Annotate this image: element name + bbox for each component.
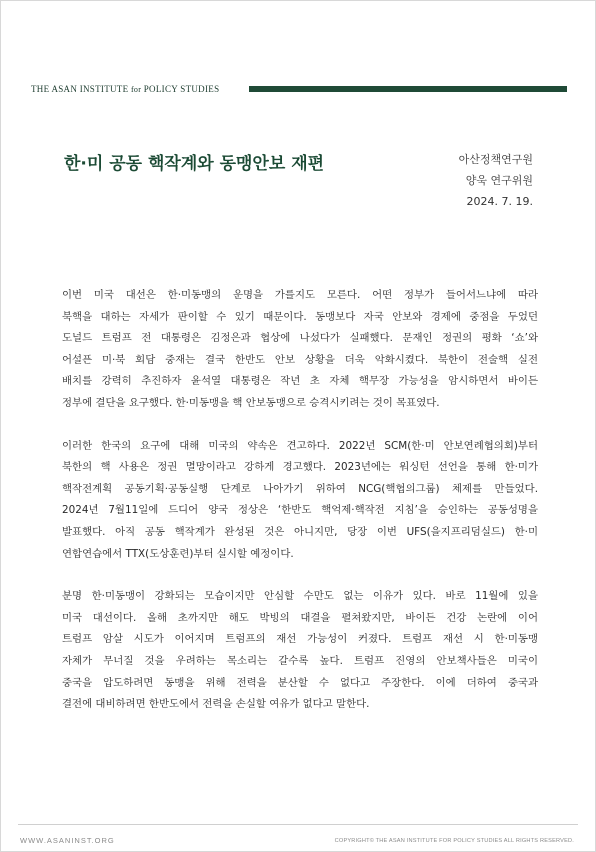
paragraph-3	[62, 586, 538, 716]
paragraph-line: 중국을 압도하려면 동맹을 위해 전력을 분산할 수 없다고 주장한다. 이에 더하여 중국과	[62, 676, 538, 689]
paragraph-line: 도널드 트럼프 전 대통령은 김정은과 협상에 나섰다가 실패했다. 문재인 정권의 평화 ‘쇼’와	[62, 332, 538, 345]
institute-name-rest: POLICY STUDIES	[143, 84, 220, 94]
paragraph-line: 어설픈 미·북 회담 중재는 결국 한반도 안보 상황을 더욱 악화시켰다. 북한이 전술핵 실전	[62, 353, 538, 366]
paragraph-line: 미국 대선이다. 올해 초까지만 해도 박빙의 대결을 펼쳐왔지만, 바이든 건강 논란에 이어	[62, 611, 538, 624]
document-meta	[459, 149, 533, 212]
institute-name	[31, 83, 219, 96]
paragraph-line: 발표했다. 아직 공동 핵작계가 완성된 것은 아니지만, 당장 이번 UFS(을지프리덤실드) 한·미	[62, 525, 538, 538]
paragraph-2	[62, 436, 538, 566]
paragraph-line: 분명 한·미동맹이 강화되는 모습이지만 안심할 수만도 없는 이유가 있다. 바로 11월에 있을	[62, 590, 538, 603]
paragraph-line: 결전에 대비하려면 한반도에서 전력을 손실할 여유가 없다고 말한다.	[62, 698, 370, 711]
footer-website: WWW.ASANINST.ORG	[20, 836, 115, 845]
paragraph-1	[62, 285, 538, 415]
paragraph-line: 핵작전계획 공동기획·공동실행 단계로 나아가기 위하여 NCG(핵협의그룹) 체제를 만들었다.	[62, 482, 538, 495]
paragraph-line: 연합연습에서 TTX(도상훈련)부터 실시할 예정이다.	[62, 547, 294, 560]
paragraph-line: 이번 미국 대선은 한·미동맹의 운명을 가를지도 모른다. 어떤 정부가 들어서느냐에 따라	[62, 289, 538, 301]
paragraph-line: 정부에 결단을 요구했다. 한·미동맹을 핵 안보동맹으로 승격시키려는 것이 목표였다.	[62, 396, 440, 409]
paragraph-line: 2024년 7월11일에 드디어 양국 정상은 ‘한반도 핵억제·핵작전 지침’을 승인하는 공동성명을	[62, 504, 538, 517]
institute-name-main: THE ASAN INSTITUTE	[31, 84, 129, 94]
paragraph-line: 북한의 핵 사용은 정권 멸망이라고 강하게 경고했다. 2023년에는 워싱턴 선언을 통해 한·미가	[62, 461, 538, 474]
header-bar	[249, 86, 567, 92]
paragraph-line: 트럼프 암살 시도가 이어지며 트럼프의 재선 가능성이 커졌다. 트럼프 재선 시 한·미동맹	[62, 633, 538, 646]
document-body	[62, 285, 538, 737]
document-title: 한·미 공동 핵작계와 동맹안보 재편	[64, 154, 325, 174]
meta-organization: 아산정책연구원	[458, 153, 533, 166]
paragraph-line: 이러한 한국의 요구에 대해 미국의 약속은 견고하다. 2022년 SCM(한·미 안보연례협의회)부터	[62, 439, 538, 452]
paragraph-line: 배치를 강력히 추진하자 윤석열 대통령은 작년 초 자체 핵무장 가능성을 암시하면서 바이든	[62, 375, 538, 388]
meta-date: 2024. 7. 19.	[466, 195, 533, 208]
footer-copyright: COPYRIGHT© THE ASAN INSTITUTE FOR POLICY STUDIES ALL RIGHTS RESERVED.	[334, 838, 574, 844]
institute-name-for: for	[130, 85, 142, 94]
paragraph-line: 북핵을 대하는 자세가 판이할 수 있기 때문이다. 동맹보다 자국 안보와 경제에 중점을 두었던	[62, 310, 538, 323]
paragraph-line: 자체가 무너질 것을 우려하는 목소리는 갈수록 높다. 트럼프 진영의 안보책사들은 미국이	[62, 654, 538, 667]
footer-divider	[18, 824, 578, 825]
page-header	[31, 83, 566, 95]
meta-author: 양욱 연구위원	[465, 174, 533, 187]
